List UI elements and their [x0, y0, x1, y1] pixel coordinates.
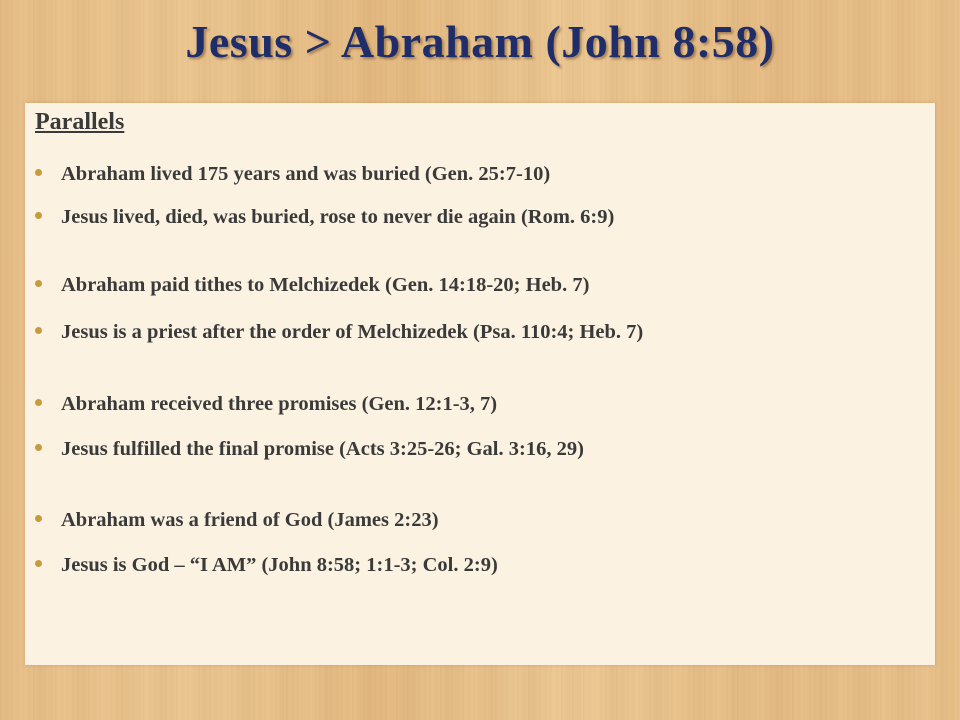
- bullet-icon: [35, 560, 42, 567]
- bullet-icon: [35, 399, 42, 406]
- bullet-text: Jesus is a priest after the order of Melchizedek (Psa. 110:4; Heb. 7): [61, 321, 644, 343]
- bullet-text: Jesus lived, died, was buried, rose to never die again (Rom. 6:9): [61, 206, 615, 228]
- bullet-icon: [35, 515, 42, 522]
- bullet-text: Abraham paid tithes to Melchizedek (Gen. 14:18-20; Heb. 7): [61, 274, 590, 296]
- bullet-icon: [35, 280, 42, 287]
- bullet-text: Jesus fulfilled the final promise (Acts 3:25-26; Gal. 3:16, 29): [61, 438, 584, 460]
- list-item: [35, 389, 497, 419]
- list-item: [35, 434, 584, 464]
- bullet-icon: [35, 212, 42, 219]
- list-item: [35, 505, 439, 535]
- list-item: [35, 202, 614, 232]
- section-heading-parallels: Parallels: [35, 109, 125, 135]
- bullet-text: Abraham was a friend of God (James 2:23): [61, 509, 439, 531]
- list-item: [35, 317, 643, 347]
- list-item: [35, 270, 589, 300]
- slide-title: Jesus > Abraham (John 8:58): [185, 16, 775, 67]
- list-item: [35, 159, 550, 189]
- bullet-icon: [35, 444, 42, 451]
- bullet-text: Abraham received three promises (Gen. 12:1-3, 7): [61, 393, 498, 415]
- bullet-icon: [35, 169, 42, 176]
- list-item: [35, 550, 498, 580]
- bullet-text: Abraham lived 175 years and was buried (Gen. 25:7-10): [61, 163, 551, 185]
- bullet-text: Jesus is God – “I AM” (John 8:58; 1:1-3; Col. 2:9): [61, 554, 498, 576]
- content-panel: [25, 103, 935, 665]
- bullet-icon: [35, 327, 42, 334]
